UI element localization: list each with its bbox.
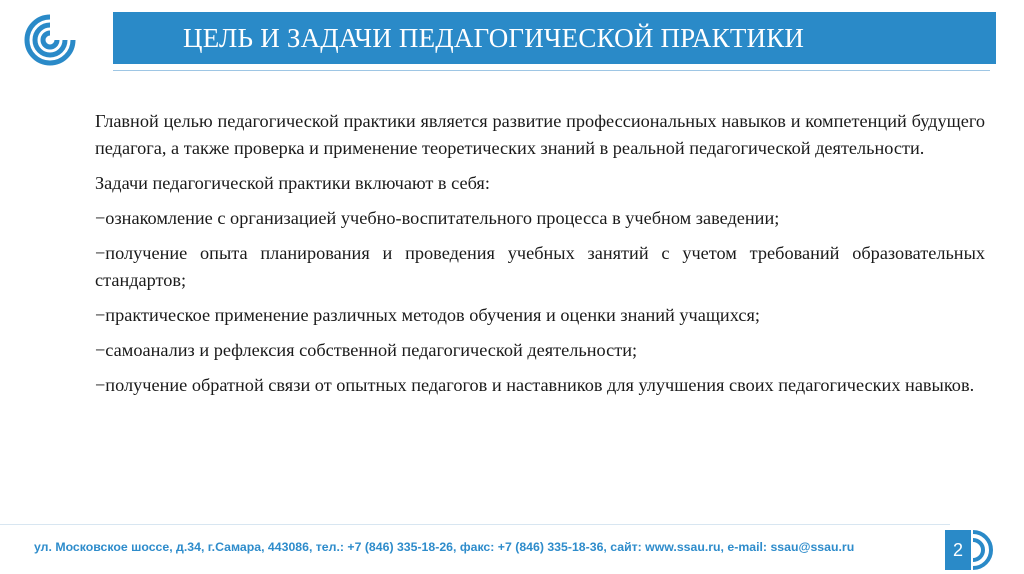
task-item: −получение обратной связи от опытных педагогов и наставников для улучшения своих педагогических навыков. — [95, 375, 975, 395]
main-goal-paragraph: Главной целью педагогической практики является развитие профессиональных навыков и компетенций будущего педагога, а также проверка и применение теоретических знаний в реальной педагогической деятельности. — [95, 111, 985, 158]
task-item: −самоанализ и рефлексия собственной педагогической деятельности; — [95, 340, 638, 360]
title-divider — [113, 70, 990, 71]
task-item: −получение опыта планирования и проведения учебных занятий с учетом требований образовательных стандартов; — [95, 243, 985, 290]
tasks-intro: Задачи педагогической практики включают в себя: — [95, 173, 490, 193]
task-item: −ознакомление с организацией учебно-воспитательного процесса в учебном заведении; — [95, 208, 780, 228]
page-logo-icon — [971, 528, 995, 572]
title-bar — [113, 12, 996, 64]
footer-divider — [0, 524, 950, 525]
page-number: 2 — [945, 530, 971, 570]
ssau-logo-icon — [24, 14, 76, 66]
footer-contacts: ул. Московское шоссе, д.34, г.Самара, 443086, тел.: +7 (846) 335-18-26, факс: +7 (846) 335-18-36, сайт: www.ssau.ru, e-mail: ssau@ssau.ru — [34, 540, 855, 554]
task-item: −практическое применение различных методов обучения и оценки знаний учащихся; — [95, 305, 760, 325]
page-title: ЦЕЛЬ И ЗАДАЧИ ПЕДАГОГИЧЕСКОЙ ПРАКТИКИ — [183, 22, 805, 53]
slide-content — [95, 108, 985, 407]
